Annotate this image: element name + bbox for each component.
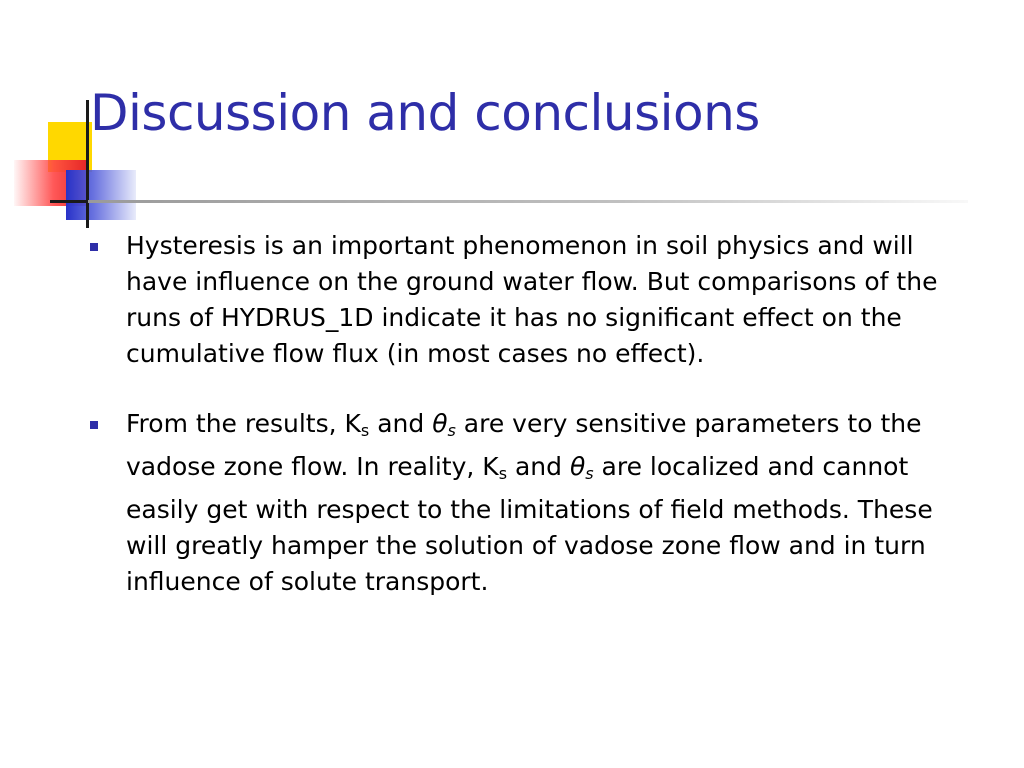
bullet-text-part: and: [507, 452, 570, 481]
bullet-item-sensitivity: [86, 406, 966, 600]
title-divider: [88, 200, 968, 203]
bullet-text: Hysteresis is an important phenomenon in soil physics and will have influence on the ground water flow. But comparisons of the runs of HYDRUS_1D indicate it has no significant effect on the cumulative flow flux (in most cases no effect).: [126, 231, 938, 368]
theta-symbol: θ: [432, 409, 448, 438]
subscript: s: [585, 464, 594, 483]
subscript: s: [498, 464, 508, 483]
bullet-text-part: are very sensitive parameters to the vadose zone flow. In reality, K: [126, 409, 922, 481]
blue-gradient-block: [66, 170, 136, 220]
bullet-list: [86, 228, 966, 600]
subscript: s: [360, 421, 370, 440]
vertical-crosshair-line: [86, 100, 89, 228]
bullet-text-part: From the results, K: [126, 409, 361, 438]
slide-title: Discussion and conclusions: [90, 84, 760, 142]
bullet-text-part: and: [369, 409, 433, 438]
bullet-text-part: are localized and cannot easily get with respect to the limitations of field methods. These will greatly hamper the solution of vadose zone flow and in turn influence of solute transport.: [126, 452, 933, 596]
square-bullet-icon: [90, 243, 98, 251]
theta-symbol: θ: [569, 452, 586, 481]
square-bullet-icon: [90, 421, 98, 429]
subscript: s: [447, 421, 456, 440]
bullet-item-hysteresis: [86, 228, 966, 372]
